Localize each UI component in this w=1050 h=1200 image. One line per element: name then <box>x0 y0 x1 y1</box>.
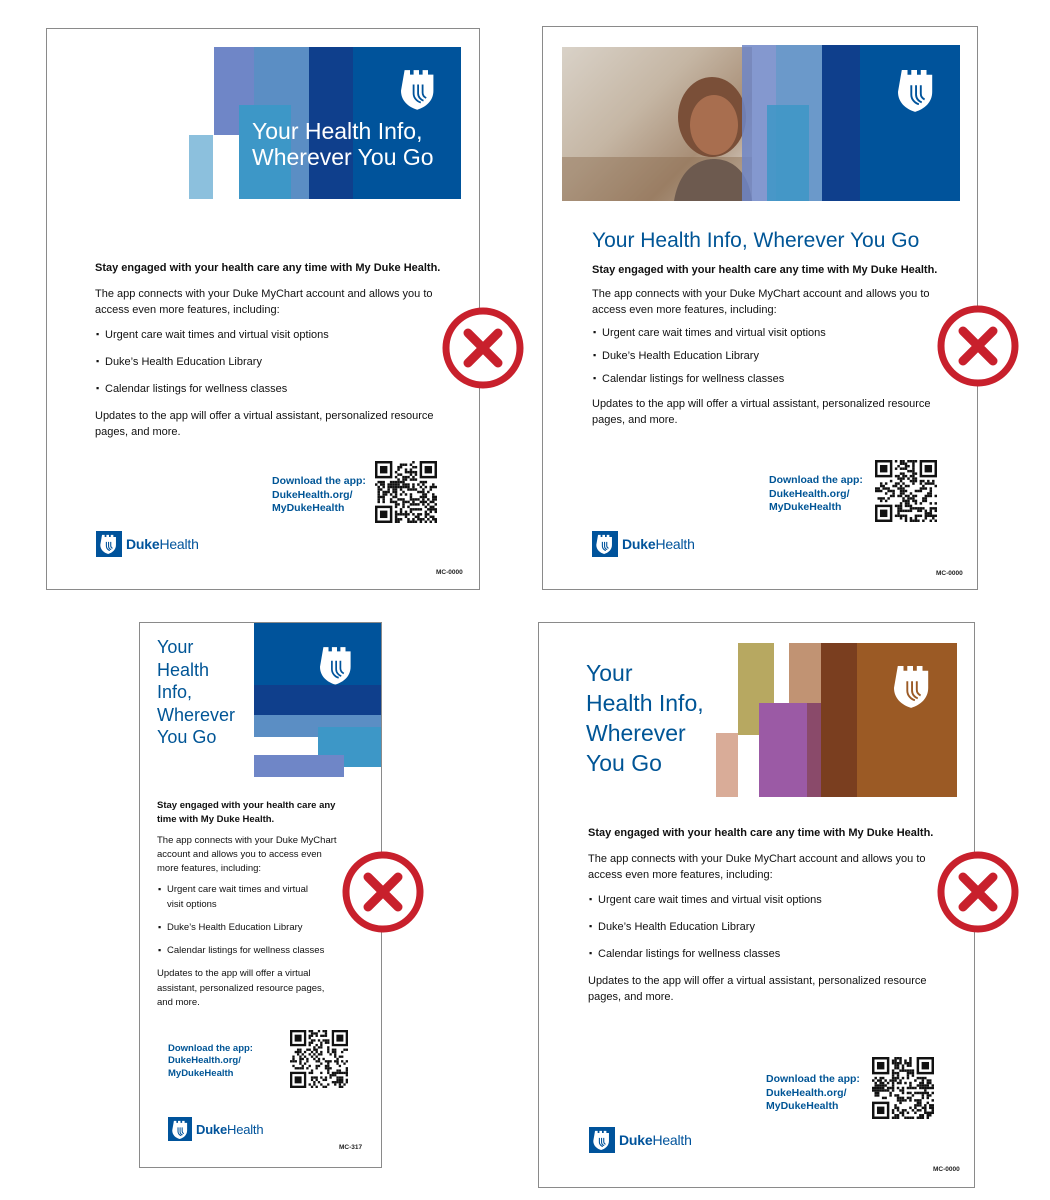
intro-text: Stay engaged with your health care any time with My Duke Health. <box>157 800 336 826</box>
color-block <box>189 135 213 199</box>
feature-list <box>588 893 938 963</box>
feature-item: ▪ Urgent care wait times and virtual visit options <box>95 328 445 344</box>
hero-title: Your Health Info, Wherever You Go <box>157 637 236 747</box>
shield-icon <box>401 67 437 111</box>
panel-1-flyer <box>46 28 480 590</box>
panel-2-flyer <box>542 26 978 590</box>
duke-health-logo: DukeHealth <box>589 1127 692 1153</box>
download-info: Download the app: DukeHealth.org/ MyDukeHealth <box>766 1073 860 1113</box>
body-copy <box>95 261 445 450</box>
color-block <box>767 105 809 201</box>
intro-text: Stay engaged with your health care any time with My Duke Health. <box>95 262 441 274</box>
feature-item: ▪ Urgent care wait times and virtual visit options <box>157 883 342 912</box>
color-block <box>716 733 738 797</box>
qr-code <box>375 461 437 523</box>
feature-item: ▪ Urgent care wait times and virtual visit options <box>592 326 942 342</box>
logo-mark-icon <box>589 1127 615 1153</box>
qr-code <box>875 460 937 522</box>
download-info: Download the app: DukeHealth.org/ MyDukeHealth <box>769 474 863 514</box>
duke-health-logo: DukeHealth <box>168 1116 263 1142</box>
intro-text: Stay engaged with your health care any time with My Duke Health. <box>592 264 938 276</box>
feature-item: ▪ Urgent care wait times and virtual visit options <box>588 893 938 909</box>
feature-item: ▪ Calendar listings for wellness classes <box>592 372 942 388</box>
qr-code <box>290 1030 348 1088</box>
woman-photo <box>562 47 752 201</box>
updates-text: Updates to the app will offer a virtual assistant, personalized resource pages, and more. <box>588 974 927 1003</box>
updates-text: Updates to the app will offer a virtual assistant, personalized resource pages, and more. <box>592 397 931 426</box>
feature-item: ▪ Duke’s Health Education Library <box>588 920 938 936</box>
feature-item: ▪ Duke’s Health Education Library <box>592 349 942 365</box>
x-circle-icon <box>341 850 425 934</box>
form-code: MC-0000 <box>436 569 463 576</box>
form-code: MC-0000 <box>936 570 963 577</box>
color-block <box>822 45 860 201</box>
qr-code <box>872 1057 934 1119</box>
shield-icon <box>894 663 932 709</box>
color-block <box>759 703 807 797</box>
duke-health-logo: DukeHealth <box>96 531 199 557</box>
color-block <box>254 623 382 685</box>
form-code: MC-0000 <box>933 1166 960 1173</box>
feature-list <box>157 883 342 958</box>
form-code: MC-317 <box>339 1144 363 1151</box>
feature-list <box>592 326 942 388</box>
feature-item: ▪ Calendar listings for wellness classes <box>588 947 938 963</box>
updates-text: Updates to the app will offer a virtual assistant, personalized resource pages, and more. <box>95 409 434 438</box>
panel-4-flyer <box>538 622 975 1188</box>
download-info: Download the app: DukeHealth.org/ MyDukeHealth <box>168 1043 253 1079</box>
connects-text: The app connects with your Duke MyChart account and allows you to access even more features, including: <box>592 287 930 316</box>
color-block <box>254 685 382 715</box>
body-copy <box>592 263 942 438</box>
x-circle-icon <box>936 304 1020 388</box>
feature-item: ▪ Duke’s Health Education Library <box>157 921 342 935</box>
hero-title: Your Health Info, Wherever You Go <box>252 118 434 170</box>
feature-item: ▪ Calendar listings for wellness classes <box>157 944 342 958</box>
feature-item: ▪ Duke’s Health Education Library <box>95 355 445 371</box>
feature-item: ▪ Calendar listings for wellness classes <box>95 382 445 398</box>
body-copy <box>157 799 342 1019</box>
hero-title: Your Health Info, Wherever You Go <box>586 660 704 776</box>
duke-health-logo: DukeHealth <box>592 531 695 557</box>
connects-text: The app connects with your Duke MyChart account and allows you to access even more features, including: <box>95 287 433 316</box>
download-info: Download the app: DukeHealth.org/ MyDukeHealth <box>272 475 366 515</box>
x-circle-icon <box>936 850 1020 934</box>
hero-title: Your Health Info, Wherever You Go <box>592 229 920 252</box>
shield-icon <box>898 67 936 113</box>
color-block <box>821 643 857 797</box>
intro-text: Stay engaged with your health care any time with My Duke Health. <box>588 827 934 839</box>
color-block <box>254 755 344 777</box>
logo-mark-icon <box>96 531 122 557</box>
x-circle-icon <box>441 306 525 390</box>
connects-text: The app connects with your Duke MyChart account and allows you to access even more features, including: <box>157 834 337 874</box>
logo-mark-icon <box>592 531 618 557</box>
feature-list <box>95 328 445 398</box>
shield-icon <box>320 643 354 687</box>
body-copy <box>588 826 938 1015</box>
updates-text: Updates to the app will offer a virtual assistant, personalized resource pages, and more. <box>157 968 325 1008</box>
logo-mark-icon <box>168 1117 192 1141</box>
connects-text: The app connects with your Duke MyChart account and allows you to access even more features, including: <box>588 852 926 881</box>
